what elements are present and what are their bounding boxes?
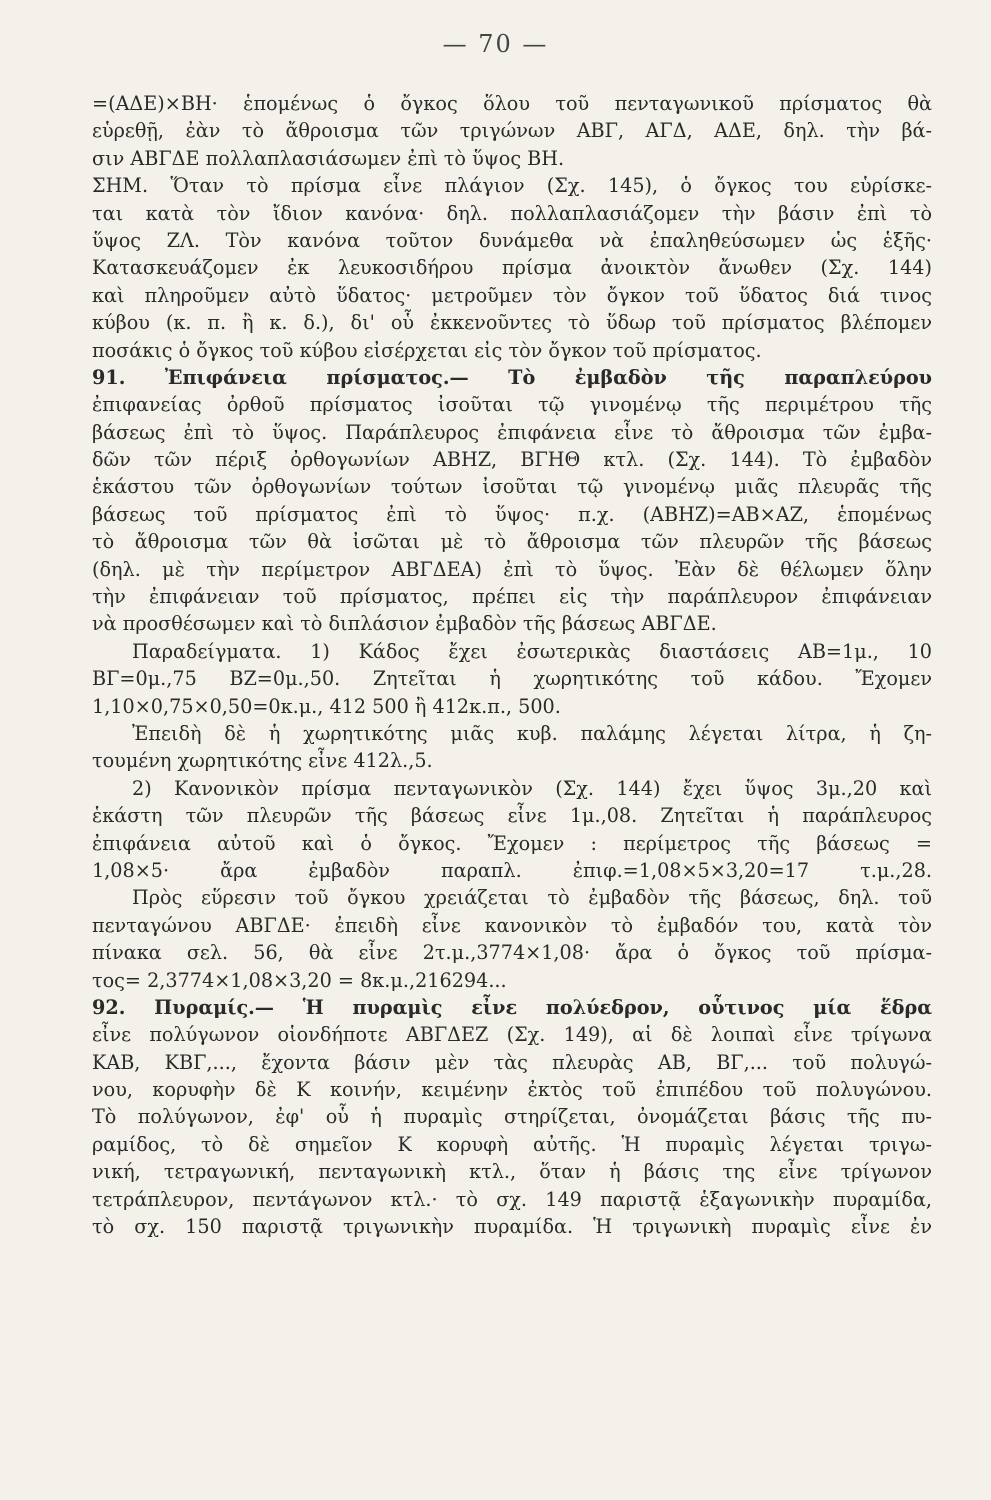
- text-line: Ἐπειδὴ δὲ ἡ χωρητικότης μιᾶς κυβ. παλάμης λέγεται λίτρα, ἡ ζη-: [132, 721, 932, 745]
- text-line: ἑκάστου τῶν ὀρθογωνίων τούτων ἰσοῦται τῷ γινομένῳ μιᾶς πλευρᾶς τῆς: [92, 475, 932, 499]
- text-line: ἐπιφανείας ὀρθοῦ πρίσματος ἰσοῦται τῷ γινομένῳ τῆς περιμέτρου τῆς: [92, 393, 932, 417]
- text-line: πίνακα σελ. 56, θὰ εἶνε 2τ.μ.,3774×1,08· ἄρα ὁ ὄγκος τοῦ πρίσμα-: [92, 941, 932, 965]
- text-line: τὸ ἄθροισμα τῶν θὰ ἰσῶται μὲ τὸ ἄθροισμα τῶν πλευρῶν τῆς βάσεως: [92, 530, 932, 554]
- text-line: (δηλ. μὲ τὴν περίμετρον ΑΒΓΔΕΑ) ἐπὶ τὸ ὕψος. Ἐὰν δὲ θέλωμεν ὅλην: [92, 557, 932, 581]
- text-line: τὸ σχ. 150 παριστᾷ τριγωνικὴν πυραμίδα. Ἡ τριγωνικὴ πυραμὶς εἶνε ἐν: [92, 1215, 932, 1239]
- text-line: ται κατὰ τὸν ἴδιον κανόνα· δηλ. πολλαπλασιάζομεν τὴν βάσιν ἐπὶ τὸ: [92, 201, 932, 225]
- text-line: ποσάκις ὁ ὄγκος τοῦ κύβου εἰσέρχεται εἰς τὸν ὄγκον τοῦ πρίσματος.: [92, 338, 762, 362]
- text-line: νὰ προσθέσωμεν καὶ τὸ διπλάσιον ἐμβαδὸν τῆς βάσεως ΑΒΓΔΕ.: [92, 612, 717, 636]
- text-line: νική, τετραγωνική, πενταγωνικὴ κτλ., ὅταν ἡ βάσις της εἶνε τρίγωνον: [92, 1160, 932, 1184]
- text-line: ὕψος ΖΛ. Τὸν κανόνα τοῦτον δυνάμεθα νὰ ἐπαληθεύσωμεν ὡς ἑξῆς·: [92, 228, 932, 252]
- text-line: 1,10×0,75×0,50=0κ.μ., 412 500 ἢ 412κ.π., 500.: [92, 694, 561, 718]
- text-line: εἶνε πολύγωνον οἱονδήποτε ΑΒΓΔΕΖ (Σχ. 149), αἱ δὲ λοιπαὶ εἶνε τρίγωνα: [92, 1023, 932, 1047]
- text-line: σιν ΑΒΓΔΕ πολλαπλασιάσωμεν ἐπὶ τὸ ὕψος ΒΗ.: [92, 146, 565, 170]
- text-line: Κατασκευάζομεν ἐκ λευκοσιδήρου πρίσμα ἀνοικτὸν ἄνωθεν (Σχ. 144): [92, 256, 932, 280]
- text-line: ραμίδος, τὸ δὲ σημεῖον Κ κορυφὴ αὐτῆς. Ἡ πυραμὶς λέγεται τριγω-: [92, 1132, 932, 1156]
- text-line: =(ΑΔΕ)×ΒΗ· ἑπομένως ὁ ὄγκος ὅλου τοῦ πενταγωνικοῦ πρίσματος θὰ: [92, 92, 932, 115]
- text-line: τουμένη χωρητικότης εἶνε 412λ.,5.: [92, 749, 433, 773]
- text-line: βάσεως τοῦ πρίσματος ἐπὶ τὸ ὕψος· π.χ. (ΑΒΗΖ)=ΑΒ×ΑΖ, ἑπομένως: [92, 502, 932, 526]
- text-line: δῶν τῶν πέριξ ὀρθογωνίων ΑΒΗΖ, ΒΓΗΘ κτλ. (Σχ. 144). Τὸ ἐμβαδὸν: [92, 448, 932, 472]
- text-line: ΣΗΜ. Ὅταν τὸ πρίσμα εἶνε πλάγιον (Σχ. 145), ὁ ὄγκος του εὑρίσκε-: [92, 174, 932, 198]
- text-line: 2) Κανονικὸν πρίσμα πενταγωνικὸν (Σχ. 144) ἔχει ὕψος 3μ.,20 καὶ: [132, 776, 932, 800]
- section-heading-line: 92. Πυραμίς.— Ἡ πυραμὶς εἶνε πολύεδρον, οὗτινος μία ἕδρα: [92, 995, 932, 1019]
- text-line: τος= 2,3774×1,08×3,20 = 8κ.μ.,216294...: [92, 968, 507, 992]
- text-line: Τὸ πολύγωνον, ἐφ' οὗ ἡ πυραμὶς στηρίζεται, ὀνομάζεται βάσις τῆς πυ-: [92, 1105, 932, 1129]
- section-heading-line: 91. Ἐπιφάνεια πρίσματος.— Τὸ ἐμβαδὸν τῆς παραπλεύρου: [92, 365, 932, 389]
- text-line: τὴν ἐπιφάνειαν τοῦ πρίσματος, πρέπει εἰς τὴν παράπλευρον ἐπιφάνειαν: [92, 585, 932, 609]
- text-line: κύβου (κ. π. ἢ κ. δ.), δι' οὗ ἐκκενοῦντες τὸ ὕδωρ τοῦ πρίσματος βλέπομεν: [92, 311, 932, 335]
- text-line: ΒΓ=0μ.,75 ΒΖ=0μ.,50. Ζητεῖται ἡ χωρητικότης τοῦ κάδου. Ἔχομεν: [92, 667, 932, 691]
- text-line: καὶ πληροῦμεν αὐτὸ ὕδατος· μετροῦμεν τὸν ὄγκον τοῦ ὕδατος διά τινος: [92, 283, 932, 307]
- text-line: νου, κορυφὴν δὲ Κ κοινήν, κειμένην ἐκτὸς τοῦ ἐπιπέδου τοῦ πολυγώνου.: [92, 1078, 932, 1102]
- text-line: 1,08×5· ἄρα ἐμβαδὸν παραπλ. ἐπιφ.=1,08×5×3,20=17 τ.μ.,28.: [92, 858, 932, 882]
- text-line: ἐπιφάνεια αὐτοῦ καὶ ὁ ὄγκος. Ἔχομεν : περίμετρος τῆς βάσεως =: [92, 831, 932, 855]
- text-line: Παραδείγματα. 1) Κάδος ἔχει ἐσωτερικὰς διαστάσεις ΑΒ=1μ., 10: [132, 639, 932, 663]
- text-line: εὑρεθῇ, ἐὰν τὸ ἄθροισμα τῶν τριγώνων ΑΒΓ, ΑΓΔ, ΑΔΕ, δηλ. τὴν βά-: [92, 119, 932, 143]
- text-line: τετράπλευρον, πεντάγωνον κτλ.· τὸ σχ. 149 παριστᾷ ἑξαγωνικὴν πυραμίδα,: [92, 1187, 932, 1211]
- text-line: πενταγώνου ΑΒΓΔΕ· ἐπειδὴ εἶνε κανονικὸν τὸ ἐμβαδόν του, κατὰ τὸν: [92, 913, 932, 937]
- page-number: — 70 —: [442, 30, 549, 58]
- text-line: ΚΑΒ, ΚΒΓ,..., ἔχοντα βάσιν μὲν τὰς πλευρὰς ΑΒ, ΒΓ,... τοῦ πολυγώ-: [92, 1050, 932, 1074]
- text-line: Πρὸς εὕρεσιν τοῦ ὄγκου χρειάζεται τὸ ἐμβαδὸν τῆς βάσεως, δηλ. τοῦ: [132, 886, 932, 910]
- text-line: ἑκάστη τῶν πλευρῶν τῆς βάσεως εἶνε 1μ.,08. Ζητεῖται ἡ παράπλευρος: [92, 804, 932, 828]
- text-line: βάσεως ἐπὶ τὸ ὕψος. Παράπλευρος ἐπιφάνεια εἶνε τὸ ἄθροισμα τῶν ἐμβα-: [92, 420, 932, 444]
- page-body: [92, 90, 932, 1240]
